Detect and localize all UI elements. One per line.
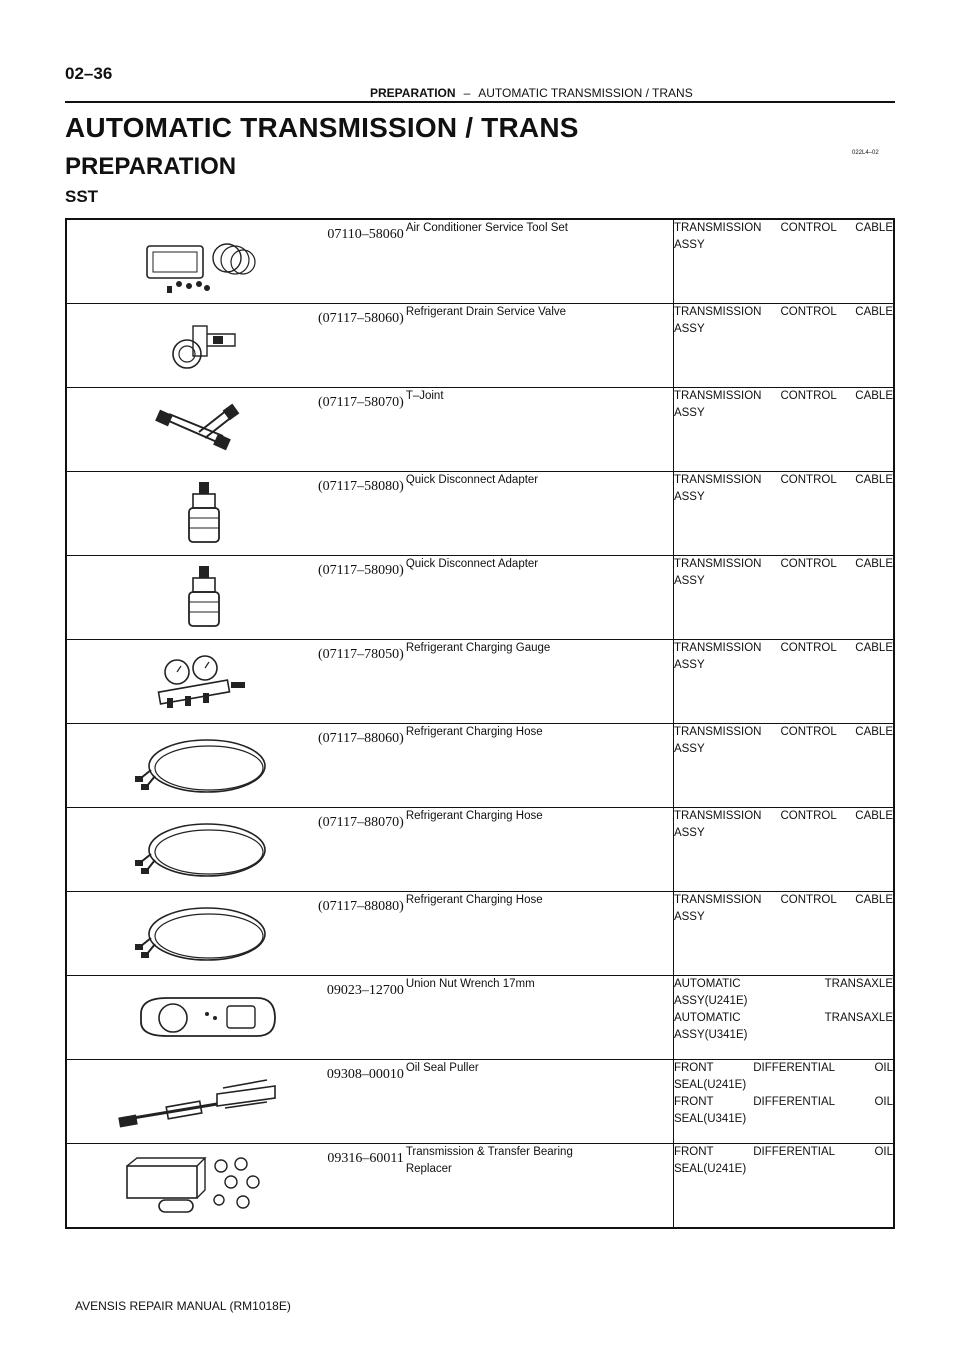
tool-name [406, 1060, 674, 1144]
tool-usage [673, 808, 894, 892]
tool-usage-line: SEAL(U241E) [673, 1079, 747, 1091]
tool-usage [673, 1144, 894, 1229]
tool-image-cell [66, 556, 406, 640]
tool-usage-line: ASSY [673, 491, 705, 503]
tool-usage-line: ASSY [673, 323, 705, 335]
table-row [66, 808, 894, 892]
table-row [66, 219, 894, 304]
tool-usage-line: TRANSMISSION CONTROL CABLE [673, 558, 893, 570]
tool-name [406, 640, 674, 724]
tool-usage-line: FRONT DIFFERENTIAL OIL [673, 1146, 893, 1158]
tool-usage-line: TRANSMISSION CONTROL CABLE [673, 306, 893, 318]
tool-usage-line: ASSY [673, 407, 705, 419]
tool-image-cell [66, 976, 406, 1060]
part-number: (07117–78050) [318, 647, 404, 662]
table-row [66, 1144, 894, 1229]
tool-usage [673, 724, 894, 808]
tool-usage-line: ASSY [673, 659, 705, 671]
tool-usage-line: AUTOMATIC TRANSAXLE [673, 978, 893, 990]
tool-name-line: Refrigerant Charging Hose [405, 894, 543, 906]
tool-usage-line: TRANSMISSION CONTROL CABLE [673, 726, 893, 738]
part-number: (07117–88060) [318, 731, 404, 746]
tool-usage [673, 976, 894, 1060]
tool-usage-line: ASSY [673, 911, 705, 923]
tool-name [406, 724, 674, 808]
header-rule [65, 101, 895, 103]
part-number: 07110–58060 [327, 227, 404, 242]
table-row [66, 724, 894, 808]
tool-name-line: Quick Disconnect Adapter [405, 558, 539, 570]
tool-usage-line: TRANSMISSION CONTROL CABLE [673, 810, 893, 822]
part-number: (07117–58060) [318, 311, 404, 326]
tool-usage-line: TRANSMISSION CONTROL CABLE [673, 894, 893, 906]
tool-usage-line: AUTOMATIC TRANSAXLE [673, 1012, 893, 1024]
tool-image-cell [66, 304, 406, 388]
footer: AVENSIS REPAIR MANUAL (RM1018E) [75, 1299, 291, 1313]
tool-usage-line: ASSY [673, 239, 705, 251]
table-row [66, 892, 894, 976]
table-row [66, 388, 894, 472]
part-number: 09023–12700 [326, 983, 404, 998]
part-number: 09308–00010 [326, 1067, 404, 1082]
tool-name [406, 219, 674, 304]
page-title: AUTOMATIC TRANSMISSION / TRANS [65, 112, 579, 143]
tool-image-cell [66, 472, 406, 556]
tool-name [406, 892, 674, 976]
tool-usage [673, 640, 894, 724]
part-number: (07117–88070) [318, 815, 404, 830]
quick-adapter-icon [107, 480, 287, 550]
tool-usage [673, 472, 894, 556]
tool-image-cell [66, 388, 406, 472]
tool-name [406, 976, 674, 1060]
part-number: (07117–58080) [318, 479, 404, 494]
tool-image-cell [66, 892, 406, 976]
tool-name [406, 304, 674, 388]
tool-name-line: Oil Seal Puller [405, 1062, 479, 1074]
table-row [66, 640, 894, 724]
part-number: (07117–88080) [318, 899, 404, 914]
bearing-replacer-icon [107, 1152, 287, 1222]
tool-usage [673, 892, 894, 976]
tool-usage-line: TRANSMISSION CONTROL CABLE [673, 474, 893, 486]
t-joint-icon [107, 396, 287, 466]
tool-usage [673, 388, 894, 472]
tool-usage [673, 1060, 894, 1144]
part-number: (07117–58090) [318, 563, 404, 578]
running-header [370, 86, 693, 100]
header-separator: – [463, 86, 471, 100]
tool-usage [673, 556, 894, 640]
tool-name-line: Union Nut Wrench 17mm [405, 978, 535, 990]
tool-usage-line: ASSY [673, 827, 705, 839]
tool-name [406, 472, 674, 556]
tool-usage-line: SEAL(U241E) [673, 1163, 747, 1175]
charging-hose-icon [107, 816, 287, 886]
tool-usage-line: ASSY(U341E) [673, 1029, 748, 1041]
tool-name [406, 808, 674, 892]
tool-usage-line: TRANSMISSION CONTROL CABLE [673, 222, 893, 234]
drain-valve-icon [107, 312, 287, 382]
table-row [66, 472, 894, 556]
tool-usage-line: FRONT DIFFERENTIAL OIL [673, 1096, 893, 1108]
ac-service-tool-set-icon [107, 228, 287, 298]
tool-name-line: Transmission & Transfer Bearing [405, 1146, 573, 1158]
table-row [66, 976, 894, 1060]
sst-table [65, 218, 895, 1229]
tool-name [406, 1144, 674, 1229]
tool-name-line: Refrigerant Charging Hose [405, 726, 543, 738]
tool-name-line: Refrigerant Charging Gauge [405, 642, 551, 654]
tool-image-cell [66, 1060, 406, 1144]
section-title: PREPARATION [65, 153, 237, 180]
tool-usage-line: TRANSMISSION CONTROL CABLE [673, 390, 893, 402]
page-number: 02–36 [65, 64, 113, 83]
part-number: 09316–60011 [327, 1151, 404, 1166]
tool-name-line: Air Conditioner Service Tool Set [405, 222, 568, 234]
oil-seal-puller-icon [107, 1068, 287, 1138]
tool-image-cell [66, 808, 406, 892]
tool-usage-line: ASSY [673, 575, 705, 587]
table-row [66, 556, 894, 640]
part-number: (07117–58070) [318, 395, 404, 410]
tool-usage-line: ASSY [673, 743, 705, 755]
tool-image-cell [66, 219, 406, 304]
union-nut-wrench-icon [107, 984, 287, 1054]
charging-gauge-icon [107, 648, 287, 718]
tool-usage-line: ASSY(U241E) [673, 995, 748, 1007]
header-section: PREPARATION [370, 86, 456, 100]
tool-usage [673, 304, 894, 388]
tool-name [406, 388, 674, 472]
sst-heading: SST [65, 187, 99, 206]
tool-name-line: Replacer [405, 1163, 452, 1175]
document-code: 022L4–02 [852, 150, 879, 156]
tool-image-cell [66, 724, 406, 808]
tool-name-line: Refrigerant Drain Service Valve [405, 306, 567, 318]
tool-usage-line: FRONT DIFFERENTIAL OIL [673, 1062, 893, 1074]
tool-name [406, 556, 674, 640]
tool-image-cell [66, 1144, 406, 1229]
tool-name-line: Quick Disconnect Adapter [405, 474, 539, 486]
quick-adapter-icon [107, 564, 287, 634]
table-row [66, 1060, 894, 1144]
tool-usage [673, 219, 894, 304]
tool-usage-line: TRANSMISSION CONTROL CABLE [673, 642, 893, 654]
tool-image-cell [66, 640, 406, 724]
header-subject: AUTOMATIC TRANSMISSION / TRANS [478, 86, 693, 100]
charging-hose-icon [107, 732, 287, 802]
tool-name-line: Refrigerant Charging Hose [405, 810, 543, 822]
charging-hose-icon [107, 900, 287, 970]
tool-name-line: T–Joint [405, 390, 444, 402]
table-row [66, 304, 894, 388]
tool-usage-line: SEAL(U341E) [673, 1113, 747, 1125]
